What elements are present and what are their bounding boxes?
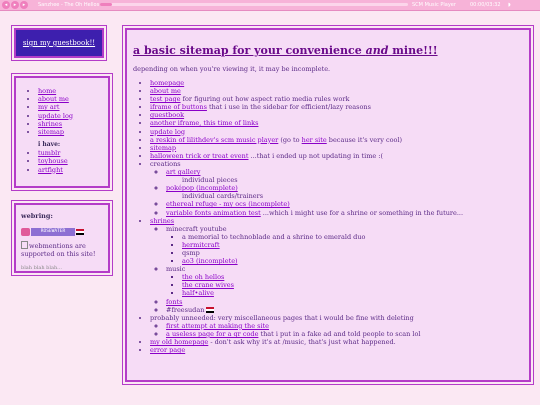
webring-more-text: blah blah blah...	[21, 265, 62, 271]
webmentions-image	[21, 241, 104, 258]
player-track-title: Sanzhee - The Oh Hellos	[38, 2, 100, 8]
error-page-link[interactable]: error page	[150, 346, 186, 355]
nav-art-link[interactable]: my art	[38, 103, 60, 112]
qr-page-link[interactable]: a useless page for a qr code	[166, 329, 259, 338]
aboutme-link[interactable]: about me	[150, 87, 181, 96]
player-name: SCM Music Player	[412, 2, 456, 8]
webmentions-alt: webmentions are supported on this site!	[21, 242, 96, 258]
i-have-heading: i have:	[38, 141, 61, 149]
nav-home-link[interactable]: home	[38, 87, 57, 95]
nav-list	[16, 87, 108, 136]
iframe-buttons-desc: that i use in the sidebar for efficient/lazy reasons	[206, 103, 371, 112]
art-gallery-sub: individual pieces	[182, 176, 238, 185]
toyhouse-link[interactable]: toyhouse	[38, 157, 68, 166]
next-button[interactable]: ▸	[20, 1, 28, 9]
creations-label: creations	[150, 159, 181, 168]
reskin-end: because it's very cool)	[326, 135, 403, 144]
page-title	[133, 44, 529, 57]
player-time: 00:00/03:32	[470, 2, 501, 8]
testpage-link[interactable]: test page	[150, 95, 181, 104]
shrines-page-link[interactable]: shrines	[150, 216, 175, 225]
oh-hellos-link[interactable]: the oh hellos	[182, 273, 225, 282]
qsmp-label: qsmp	[182, 248, 200, 257]
crane-wives-link[interactable]: the crane wives	[182, 281, 234, 290]
player-progress-fill	[100, 3, 112, 6]
webring-heading: webring:	[21, 212, 53, 220]
old-homepage-link[interactable]: my old homepage	[150, 338, 209, 346]
half-alive-link[interactable]: half•alive	[182, 289, 214, 298]
pokepop-link[interactable]: poképop (incomplete)	[166, 184, 238, 193]
player-progress-track[interactable]	[100, 3, 408, 6]
updatelog-page-link[interactable]: update log	[150, 127, 186, 136]
shrines-list	[150, 225, 529, 314]
her-site-link[interactable]: her site	[301, 135, 327, 144]
webring-icon[interactable]	[21, 228, 30, 236]
title-part-1: a basic sitemap for your convenience	[133, 44, 366, 57]
artfight-link[interactable]: artfight	[38, 165, 63, 174]
variable-fonts-desc: ...which i might use for a shrine or something in the future...	[260, 208, 464, 217]
links-iframe-link[interactable]: another iframe, this time of links	[150, 119, 259, 128]
webring-badges	[21, 228, 108, 236]
play-button[interactable]: ▸	[11, 1, 19, 9]
art-gallery-link[interactable]: art gallery	[166, 168, 201, 177]
pokepop-sub: individual cards/trainers	[182, 192, 264, 201]
reskin-link[interactable]: a reskin of lilithdev's scm music player	[150, 135, 279, 144]
freesudan-label: #freesudan	[166, 305, 205, 314]
guestbook-box	[14, 28, 104, 58]
ethereal-link[interactable]: ethereal refuge - my ocs (incomplete)	[166, 200, 290, 209]
title-part-2: mine!!!	[388, 44, 438, 57]
homepage-link[interactable]: homepage	[150, 79, 185, 87]
halloween-desc: ...that i ended up not updating in time :(	[248, 151, 384, 160]
nav-sitemap-link[interactable]: sitemap	[38, 128, 65, 137]
creations-list	[150, 168, 529, 217]
prev-button[interactable]: ◂	[2, 1, 10, 9]
qr-page-desc: that i put in a fake ad and told people to scan lol	[258, 329, 421, 338]
music-player-bar	[0, 0, 540, 11]
testpage-desc: for figuring out how aspect ratio media rules work	[180, 95, 350, 104]
guestbook-page-link[interactable]: guestbook	[150, 111, 185, 120]
sidebar-nav	[14, 76, 110, 188]
probably-label: probably unneeded: very miscellaneous pages that i would be fine with deleting	[150, 313, 414, 322]
volume-icon[interactable]: ◗	[508, 2, 511, 8]
hermitcraft-link[interactable]: hermitcraft	[182, 240, 220, 249]
nav-updatelog-link[interactable]: update log	[38, 111, 74, 120]
broken-image-icon	[21, 241, 28, 249]
sitemap-tree	[127, 79, 529, 354]
title-emphasis: and	[365, 44, 389, 57]
ao3-link[interactable]: ao3 (incomplete)	[182, 257, 238, 266]
sudan-flag-icon[interactable]	[76, 229, 84, 235]
old-homepage-desc: - don't ask why it's at /music, that's just what happened.	[208, 338, 396, 346]
guestbook-link[interactable]: sign my guestbook!!	[22, 39, 96, 47]
minecraft-label: minecraft youtube	[166, 224, 227, 233]
memorial-label: a memorial to technoblade and a shrine to emerald duo	[182, 232, 366, 241]
halloween-link[interactable]: halloween trick or treat event	[150, 151, 249, 160]
webring-box	[14, 203, 110, 273]
music-label: music	[166, 265, 186, 274]
page-subtitle: depending on when you're viewing it, it may be incomplete.	[133, 65, 331, 73]
misc-list	[150, 322, 529, 338]
fonts-link[interactable]: fonts	[166, 297, 183, 306]
reskin-mid: (go to	[278, 135, 302, 144]
main-content	[125, 28, 531, 382]
nav-about-link[interactable]: about me	[38, 95, 69, 104]
first-attempt-link[interactable]: first attempt at making the site	[166, 321, 270, 330]
sitemap-page-link[interactable]: sitemap	[150, 143, 177, 152]
webring-badge[interactable]: ROSEWATER	[31, 228, 75, 236]
external-links-list	[16, 149, 108, 174]
nav-shrines-link[interactable]: shrines	[38, 119, 63, 128]
tumblr-link[interactable]: tumblr	[38, 149, 61, 158]
iframe-buttons-link[interactable]: iframe of buttons	[150, 103, 207, 112]
variable-fonts-link[interactable]: variable fonts animation test	[166, 208, 261, 217]
sudan-flag-icon	[206, 307, 214, 313]
